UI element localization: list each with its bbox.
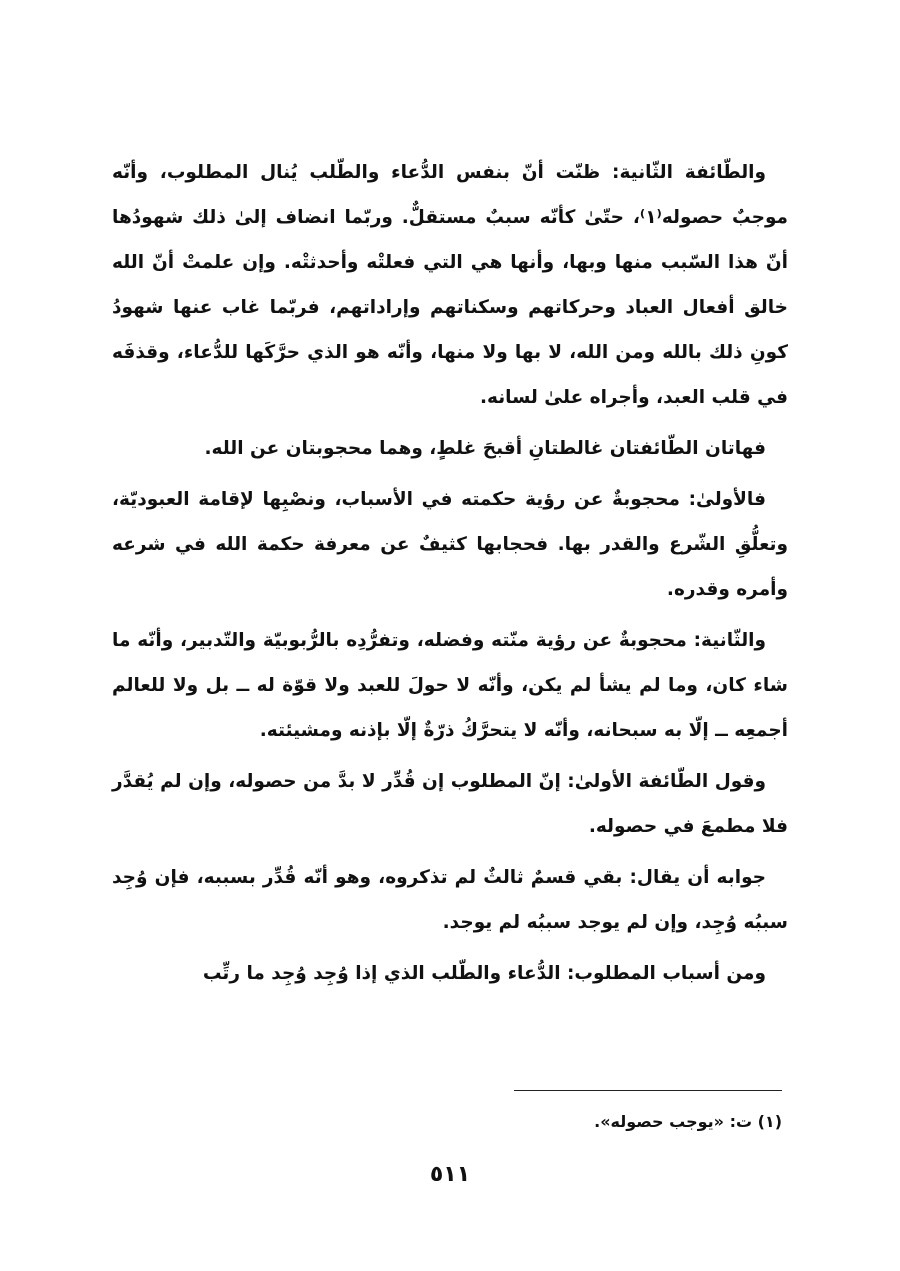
- paragraph-2: فهاتان الطّائفتان غالطتانِ أقبحَ غلطٍ، وهما محجوبتان عن الله.: [204, 438, 766, 459]
- paragraph-5: وقول الطّائفة الأولىٰ: إنّ المطلوب إن قُدِّر لا بدَّ من حصوله، وإن لم يُقدَّر فلا مطمعَ في حصوله.: [112, 771, 788, 837]
- footnote-separator: [514, 1090, 782, 1091]
- paragraph-1: والطّائفة الثّانية: ظنّت أنّ بنفس الدُّعاء والطّلب يُنال المطلوب، وأنّه موجبٌ حصوله⁽١⁾، حتّىٰ كأنّه سببٌ مستقلٌّ. وربّما انضاف إلىٰ ذلك شهودُها أنّ هذا السّبب منها وبها، وأنها هي التي فعلتْه وأحدثتْه. وإن علمتْ أنّ الله خالق أفعال العباد وحركاتهم وسكناتهم وإراداتهم، فربّما غاب عنها شهودُ كونِ ذلك بالله ومن الله، لا بها ولا منها، وأنّه هو الذي حرَّكَها للدُّعاء، وقذفَه في قلب العبد، وأجراه علىٰ لسانه.: [112, 162, 788, 408]
- paragraph-7: ومن أسباب المطلوب: الدُّعاء والطّلب الذي إذا وُجِد وُجِد ما رتِّب: [202, 963, 766, 984]
- paragraph-3: فالأولىٰ: محجوبةٌ عن رؤية حكمته في الأسباب، ونصْبِها لإقامة العبوديّة، وتعلُّقِ الشّرع والقدر بها. فحجابها كثيفٌ عن معرفة حكمة الله في شرعه وأمره وقدره.: [112, 489, 788, 600]
- paragraph-4: والثّانية: محجوبةٌ عن رؤية منّته وفضله، وتفرُّدِه بالرُّبوبيّة والتّدبير، وأنّه ما شاء كان، وما لم يشأ لم يكن، وأنّه لا حولَ للعبد ولا قوّة له ــ بل ولا للعالم أجمعِه ــ إلّا به سبحانه، وأنّه لا يتحرَّكُ ذرّةٌ إلّا بإذنه ومشيئته.: [112, 630, 788, 741]
- footnote: (١) ت: «يوجب حصوله».: [594, 1112, 782, 1131]
- main-text: [112, 150, 788, 1002]
- paragraph-6: جوابه أن يقال: بقي قسمٌ ثالثٌ لم تذكروه، وهو أنّه قُدِّر بسببه، فإن وُجِد سببُه وُجِد، وإن لم يوجد سببُه لم يوجد.: [112, 867, 788, 933]
- page-number: ٥١١: [429, 1162, 471, 1187]
